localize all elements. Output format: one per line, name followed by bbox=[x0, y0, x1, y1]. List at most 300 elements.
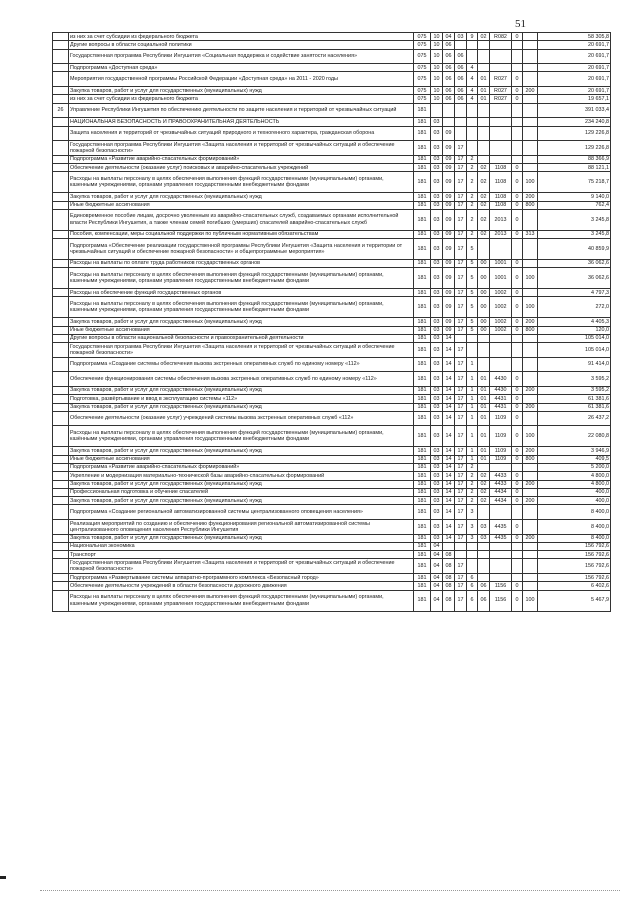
row-code-cell: 0 bbox=[512, 497, 523, 505]
row-code-cell: 800 bbox=[523, 201, 538, 209]
row-code-cell: 17 bbox=[455, 463, 467, 471]
row-code-cell bbox=[523, 395, 538, 403]
row-code-cell bbox=[523, 372, 538, 387]
row-code-cell: 09 bbox=[443, 164, 455, 172]
row-code-cell: 09 bbox=[443, 230, 455, 238]
row-code-cell: 0 bbox=[512, 582, 523, 590]
row-code-cell: 17 bbox=[455, 209, 467, 230]
table-row bbox=[53, 520, 611, 535]
row-code-cell bbox=[478, 505, 490, 520]
row-code-cell: 1 bbox=[467, 447, 478, 455]
row-code-cell: 9 bbox=[467, 33, 478, 41]
row-code-cell: 04 bbox=[431, 582, 443, 590]
row-code-cell: 10 bbox=[431, 41, 443, 49]
row-code-cell: 03 bbox=[431, 201, 443, 209]
row-code-cell: 181 bbox=[414, 534, 431, 542]
row-code-cell: 06 bbox=[443, 41, 455, 49]
row-code-cell: 01 bbox=[478, 95, 490, 103]
row-name-cell: Закупка товаров, работ и услуг для государственных (муниципальных) нужд bbox=[69, 480, 414, 488]
table-row bbox=[53, 49, 611, 64]
row-code-cell: 17 bbox=[455, 505, 467, 520]
row-name-cell: Единовременное пособие лицам, досрочно уволенным из аварийно-спасательных служб, создаваемых органами исполнительной власти Республики Ингушетия, а также членам семей погибших (умерших) спасателей аварийно-спасательных служб bbox=[69, 209, 414, 230]
row-code-cell: 17 bbox=[455, 289, 467, 297]
row-code-cell bbox=[523, 72, 538, 87]
row-amount-cell: 9 140,0 bbox=[538, 193, 611, 201]
table-row bbox=[53, 426, 611, 447]
row-code-cell: 1156 bbox=[490, 590, 512, 611]
row-code-cell bbox=[523, 289, 538, 297]
row-code-cell: 181 bbox=[414, 230, 431, 238]
row-code-cell: 17 bbox=[455, 164, 467, 172]
row-code-cell bbox=[478, 141, 490, 156]
row-amount-cell: 75 218,7 bbox=[538, 172, 611, 193]
row-amount-cell: 19 657,1 bbox=[538, 95, 611, 103]
row-code-cell: 181 bbox=[414, 239, 431, 260]
row-code-cell: 17 bbox=[455, 447, 467, 455]
row-code-cell: 17 bbox=[455, 582, 467, 590]
row-name-cell: Подпрограмма «Развитие аварийно-спасательных формирований» bbox=[69, 463, 414, 471]
table-row bbox=[53, 289, 611, 297]
row-code-cell bbox=[490, 343, 512, 358]
row-code-cell: 181 bbox=[414, 488, 431, 496]
row-code-cell: 17 bbox=[455, 201, 467, 209]
row-amount-cell: 4 405,3 bbox=[538, 318, 611, 326]
row-name-cell: Государственная программа Республики Ингушетия «Защита населения и территорий от чрезвычайных ситуаций и обеспечение пожарной безопасности» bbox=[69, 559, 414, 574]
row-code-cell: 2 bbox=[467, 488, 478, 496]
row-code-cell: 0 bbox=[512, 372, 523, 387]
row-code-cell: 075 bbox=[414, 33, 431, 41]
row-code-cell: 01 bbox=[478, 87, 490, 95]
row-code-cell bbox=[523, 95, 538, 103]
table-row bbox=[53, 64, 611, 72]
row-code-cell: 02 bbox=[478, 472, 490, 480]
row-code-cell: 1 bbox=[467, 455, 478, 463]
row-amount-cell: 272,0 bbox=[538, 297, 611, 318]
row-code-cell: 181 bbox=[414, 582, 431, 590]
row-code-cell: 17 bbox=[455, 172, 467, 193]
row-code-cell: 02 bbox=[478, 172, 490, 193]
row-code-cell: 08 bbox=[443, 559, 455, 574]
row-code-cell: 02 bbox=[478, 193, 490, 201]
row-code-cell: 181 bbox=[414, 318, 431, 326]
table-body bbox=[53, 33, 611, 612]
row-code-cell: 14 bbox=[443, 505, 455, 520]
row-code-cell: 1109 bbox=[490, 455, 512, 463]
row-code-cell bbox=[512, 343, 523, 358]
row-name-cell: Государственная программа Республики Ингушетия «Социальная поддержка и содействие занятости населения» bbox=[69, 49, 414, 64]
row-code-cell: 14 bbox=[443, 334, 455, 342]
row-code-cell: 0 bbox=[512, 209, 523, 230]
row-code-cell bbox=[443, 103, 455, 118]
row-code-cell: 1002 bbox=[490, 318, 512, 326]
row-code-cell: 0 bbox=[512, 201, 523, 209]
row-code-cell: 03 bbox=[431, 463, 443, 471]
table-row bbox=[53, 126, 611, 141]
table-row bbox=[53, 193, 611, 201]
row-code-cell: 2 bbox=[467, 480, 478, 488]
row-name-cell: Подпрограмма «Развитие аварийно-спасательных формирований» bbox=[69, 155, 414, 163]
row-code-cell bbox=[478, 64, 490, 72]
row-code-cell: 4 bbox=[467, 87, 478, 95]
table-row bbox=[53, 33, 611, 41]
row-code-cell: 0 bbox=[512, 411, 523, 426]
row-code-cell: 01 bbox=[478, 411, 490, 426]
row-code-cell: 06 bbox=[455, 72, 467, 87]
row-code-cell: 02 bbox=[478, 480, 490, 488]
row-name-cell: Подпрограмма «Создание системы обеспечения вызова экстренных оперативных служб по единому номеру «112» bbox=[69, 357, 414, 372]
row-code-cell: 5 bbox=[467, 289, 478, 297]
row-code-cell bbox=[478, 542, 490, 550]
row-code-cell: 1002 bbox=[490, 326, 512, 334]
row-code-cell: 181 bbox=[414, 334, 431, 342]
row-code-cell: 0 bbox=[512, 193, 523, 201]
row-code-cell: 03 bbox=[431, 155, 443, 163]
row-code-cell: 181 bbox=[414, 480, 431, 488]
row-code-cell: 181 bbox=[414, 403, 431, 411]
row-index-cell bbox=[53, 126, 69, 141]
row-code-cell: 200 bbox=[523, 447, 538, 455]
row-index-cell bbox=[53, 201, 69, 209]
row-index-cell bbox=[53, 551, 69, 559]
row-code-cell: 09 bbox=[443, 141, 455, 156]
row-index-cell bbox=[53, 455, 69, 463]
row-code-cell: 03 bbox=[431, 426, 443, 447]
row-code-cell: 01 bbox=[478, 455, 490, 463]
row-code-cell bbox=[512, 155, 523, 163]
row-code-cell: 02 bbox=[478, 33, 490, 41]
row-amount-cell: 156 792,6 bbox=[538, 542, 611, 550]
row-code-cell: 5 bbox=[467, 268, 478, 289]
row-code-cell: 181 bbox=[414, 209, 431, 230]
row-code-cell: 2 bbox=[467, 472, 478, 480]
row-code-cell: 4431 bbox=[490, 403, 512, 411]
row-code-cell: 00 bbox=[478, 289, 490, 297]
row-code-cell: 181 bbox=[414, 463, 431, 471]
row-code-cell bbox=[490, 357, 512, 372]
row-name-cell: Защита населения и территорий от чрезвычайных ситуаций природного и техногенного характера, гражданская оборона bbox=[69, 126, 414, 141]
row-code-cell: 100 bbox=[523, 590, 538, 611]
row-code-cell: 06 bbox=[455, 49, 467, 64]
row-code-cell: 09 bbox=[443, 318, 455, 326]
row-code-cell bbox=[523, 357, 538, 372]
row-amount-cell: 88 121,1 bbox=[538, 164, 611, 172]
row-code-cell: 06 bbox=[455, 87, 467, 95]
row-name-cell: Подпрограмма «Создание региональной автоматизированной системы централизованного оповещения населения» bbox=[69, 505, 414, 520]
row-code-cell bbox=[443, 542, 455, 550]
row-code-cell: 06 bbox=[443, 72, 455, 87]
row-code-cell: 4431 bbox=[490, 395, 512, 403]
row-code-cell bbox=[523, 209, 538, 230]
row-index-cell bbox=[53, 582, 69, 590]
row-code-cell bbox=[490, 463, 512, 471]
row-index-cell bbox=[53, 590, 69, 611]
row-code-cell: 0 bbox=[512, 480, 523, 488]
table-row bbox=[53, 574, 611, 582]
row-code-cell: 181 bbox=[414, 497, 431, 505]
row-code-cell: 181 bbox=[414, 372, 431, 387]
row-code-cell: 17 bbox=[455, 318, 467, 326]
row-code-cell: 1 bbox=[467, 411, 478, 426]
row-index-cell bbox=[53, 372, 69, 387]
row-code-cell: 06 bbox=[455, 64, 467, 72]
table-row bbox=[53, 534, 611, 542]
row-code-cell: 181 bbox=[414, 155, 431, 163]
table-row bbox=[53, 463, 611, 471]
row-code-cell bbox=[512, 551, 523, 559]
row-code-cell: 200 bbox=[523, 534, 538, 542]
row-code-cell: 03 bbox=[431, 395, 443, 403]
row-name-cell: Закупка товаров, работ и услуг для государственных (муниципальных) нужд bbox=[69, 447, 414, 455]
row-code-cell: 2 bbox=[467, 497, 478, 505]
row-index-cell bbox=[53, 357, 69, 372]
row-name-cell: Профессиональная подготовка и обучение спасателей bbox=[69, 488, 414, 496]
row-code-cell: 1 bbox=[467, 386, 478, 394]
row-code-cell bbox=[478, 574, 490, 582]
row-code-cell: R082 bbox=[490, 33, 512, 41]
row-code-cell: 1108 bbox=[490, 201, 512, 209]
row-code-cell bbox=[523, 118, 538, 126]
row-code-cell bbox=[455, 41, 467, 49]
table-row bbox=[53, 447, 611, 455]
row-amount-cell: 156 792,6 bbox=[538, 559, 611, 574]
table-row bbox=[53, 103, 611, 118]
table-row bbox=[53, 488, 611, 496]
row-amount-cell: 20 691,7 bbox=[538, 49, 611, 64]
table-row bbox=[53, 230, 611, 238]
row-index-cell bbox=[53, 480, 69, 488]
row-code-cell bbox=[443, 118, 455, 126]
row-index-cell bbox=[53, 87, 69, 95]
row-code-cell bbox=[478, 49, 490, 64]
row-amount-cell: 762,4 bbox=[538, 201, 611, 209]
row-code-cell: 09 bbox=[443, 259, 455, 267]
row-name-cell: Подпрограмма «Доступная среда» bbox=[69, 64, 414, 72]
table-row bbox=[53, 201, 611, 209]
row-code-cell: 17 bbox=[455, 520, 467, 535]
table-row bbox=[53, 505, 611, 520]
row-index-cell bbox=[53, 318, 69, 326]
table-row bbox=[53, 334, 611, 342]
row-amount-cell: 8 400,0 bbox=[538, 534, 611, 542]
row-amount-cell: 8 400,0 bbox=[538, 505, 611, 520]
table-row bbox=[53, 326, 611, 334]
row-code-cell bbox=[455, 542, 467, 550]
table-row bbox=[53, 551, 611, 559]
row-code-cell: 17 bbox=[455, 426, 467, 447]
row-name-cell: Обеспечение деятельности (оказание услуг) поисковых и аварийно-спасательных учреждений bbox=[69, 164, 414, 172]
row-code-cell: 4 bbox=[467, 72, 478, 87]
row-code-cell bbox=[490, 155, 512, 163]
row-index-cell bbox=[53, 72, 69, 87]
row-code-cell: 06 bbox=[443, 87, 455, 95]
row-code-cell: 03 bbox=[431, 230, 443, 238]
row-code-cell bbox=[467, 141, 478, 156]
row-code-cell: 1001 bbox=[490, 259, 512, 267]
row-code-cell bbox=[523, 259, 538, 267]
row-index-cell bbox=[53, 497, 69, 505]
row-code-cell: 3 bbox=[467, 505, 478, 520]
table-row bbox=[53, 72, 611, 87]
row-code-cell: 0 bbox=[512, 386, 523, 394]
row-amount-cell: 3 245,8 bbox=[538, 230, 611, 238]
row-code-cell bbox=[478, 357, 490, 372]
table-row bbox=[53, 318, 611, 326]
row-amount-cell: 3 595,2 bbox=[538, 386, 611, 394]
row-amount-cell: 400,0 bbox=[538, 488, 611, 496]
row-code-cell: R027 bbox=[490, 72, 512, 87]
row-code-cell bbox=[523, 239, 538, 260]
row-code-cell: 01 bbox=[478, 426, 490, 447]
row-code-cell bbox=[455, 103, 467, 118]
row-index-cell bbox=[53, 193, 69, 201]
row-name-cell: Закупка товаров, работ и услуг для государственных (муниципальных) нужд bbox=[69, 497, 414, 505]
row-name-cell: Укрепление и модернизация материально-технической базы аварийно-спасательных формирований bbox=[69, 472, 414, 480]
row-code-cell bbox=[523, 126, 538, 141]
row-code-cell: 0 bbox=[512, 172, 523, 193]
row-code-cell: 4433 bbox=[490, 472, 512, 480]
row-code-cell: 200 bbox=[523, 193, 538, 201]
row-code-cell bbox=[478, 551, 490, 559]
row-code-cell bbox=[467, 551, 478, 559]
row-code-cell bbox=[490, 334, 512, 342]
row-code-cell: 181 bbox=[414, 268, 431, 289]
row-code-cell: 03 bbox=[431, 403, 443, 411]
table-row bbox=[53, 403, 611, 411]
row-index-cell bbox=[53, 172, 69, 193]
table-row bbox=[53, 386, 611, 394]
row-code-cell bbox=[455, 118, 467, 126]
row-code-cell: 1002 bbox=[490, 297, 512, 318]
row-code-cell: 181 bbox=[414, 357, 431, 372]
row-code-cell bbox=[467, 49, 478, 64]
row-code-cell: 17 bbox=[455, 343, 467, 358]
row-code-cell: 0 bbox=[512, 403, 523, 411]
row-name-cell: Другие вопросы в области национальной безопасности и правоохранительной деятельности bbox=[69, 334, 414, 342]
row-amount-cell: 4 800,0 bbox=[538, 472, 611, 480]
row-code-cell: 10 bbox=[431, 87, 443, 95]
row-index-cell bbox=[53, 520, 69, 535]
row-code-cell: 1108 bbox=[490, 172, 512, 193]
row-code-cell bbox=[512, 505, 523, 520]
row-code-cell: 1109 bbox=[490, 426, 512, 447]
row-name-cell: Мероприятия государственной программы Российской Федерации «Доступная среда» на 2011 - 2020 годы bbox=[69, 72, 414, 87]
row-name-cell: Подготовка, развёртывание и ввод в эксплуатацию системы «112» bbox=[69, 395, 414, 403]
row-code-cell: 02 bbox=[478, 209, 490, 230]
row-code-cell bbox=[523, 542, 538, 550]
row-code-cell: 03 bbox=[478, 520, 490, 535]
row-code-cell: 09 bbox=[443, 326, 455, 334]
row-code-cell: 181 bbox=[414, 505, 431, 520]
row-code-cell: 04 bbox=[443, 33, 455, 41]
row-code-cell: 181 bbox=[414, 426, 431, 447]
budget-table bbox=[52, 32, 611, 612]
table-row bbox=[53, 268, 611, 289]
row-code-cell bbox=[512, 239, 523, 260]
row-code-cell: 800 bbox=[523, 455, 538, 463]
row-code-cell: 5 bbox=[467, 326, 478, 334]
row-code-cell: 4 bbox=[467, 64, 478, 72]
row-code-cell: 181 bbox=[414, 559, 431, 574]
row-amount-cell: 5 467,9 bbox=[538, 590, 611, 611]
row-name-cell: Расходы на выплаты по оплате труда работников государственных органов bbox=[69, 259, 414, 267]
row-code-cell: 14 bbox=[443, 357, 455, 372]
row-code-cell: 181 bbox=[414, 386, 431, 394]
row-code-cell bbox=[512, 574, 523, 582]
row-code-cell: 1 bbox=[467, 426, 478, 447]
row-code-cell: 0 bbox=[512, 230, 523, 238]
row-code-cell bbox=[478, 343, 490, 358]
row-index-cell bbox=[53, 343, 69, 358]
row-code-cell: 17 bbox=[455, 155, 467, 163]
row-index-cell bbox=[53, 259, 69, 267]
row-code-cell: 100 bbox=[523, 172, 538, 193]
row-code-cell bbox=[478, 41, 490, 49]
row-code-cell: 01 bbox=[478, 372, 490, 387]
row-code-cell: 14 bbox=[443, 520, 455, 535]
row-index-cell bbox=[53, 386, 69, 394]
row-code-cell bbox=[478, 126, 490, 141]
row-code-cell: 1001 bbox=[490, 268, 512, 289]
row-code-cell: 14 bbox=[443, 386, 455, 394]
table-row bbox=[53, 343, 611, 358]
row-code-cell: 181 bbox=[414, 447, 431, 455]
row-code-cell: 01 bbox=[478, 403, 490, 411]
table-row bbox=[53, 372, 611, 387]
row-index-cell bbox=[53, 41, 69, 49]
row-code-cell bbox=[523, 574, 538, 582]
row-index-cell bbox=[53, 403, 69, 411]
row-code-cell: 0 bbox=[512, 520, 523, 535]
row-index-cell bbox=[53, 395, 69, 403]
row-code-cell: 17 bbox=[455, 395, 467, 403]
row-code-cell: 00 bbox=[478, 268, 490, 289]
row-amount-cell: 391 033,4 bbox=[538, 103, 611, 118]
row-code-cell: 2 bbox=[467, 230, 478, 238]
row-code-cell: 03 bbox=[431, 326, 443, 334]
row-code-cell: 3 bbox=[467, 520, 478, 535]
row-code-cell: 100 bbox=[523, 426, 538, 447]
row-code-cell: 0 bbox=[512, 87, 523, 95]
row-code-cell bbox=[478, 155, 490, 163]
row-name-cell: из них за счет субсидии из федерального бюджета bbox=[69, 95, 414, 103]
row-code-cell: 2 bbox=[467, 201, 478, 209]
row-code-cell: 03 bbox=[431, 480, 443, 488]
row-code-cell bbox=[512, 463, 523, 471]
row-code-cell: 09 bbox=[443, 172, 455, 193]
row-code-cell: 0 bbox=[512, 33, 523, 41]
row-code-cell bbox=[467, 118, 478, 126]
table-row bbox=[53, 239, 611, 260]
table-row bbox=[53, 395, 611, 403]
row-index-cell bbox=[53, 155, 69, 163]
row-code-cell: 08 bbox=[443, 582, 455, 590]
row-code-cell: 313 bbox=[523, 230, 538, 238]
row-code-cell: 4434 bbox=[490, 497, 512, 505]
row-code-cell: 17 bbox=[455, 259, 467, 267]
row-code-cell: 01 bbox=[478, 395, 490, 403]
row-code-cell: 14 bbox=[443, 463, 455, 471]
row-code-cell: 100 bbox=[523, 268, 538, 289]
row-code-cell bbox=[478, 559, 490, 574]
row-code-cell: 03 bbox=[431, 126, 443, 141]
row-code-cell bbox=[490, 551, 512, 559]
table-row bbox=[53, 259, 611, 267]
row-code-cell bbox=[523, 141, 538, 156]
row-amount-cell: 409,5 bbox=[538, 455, 611, 463]
row-name-cell: Транспорт bbox=[69, 551, 414, 559]
row-code-cell: 0 bbox=[512, 164, 523, 172]
row-code-cell: 075 bbox=[414, 87, 431, 95]
